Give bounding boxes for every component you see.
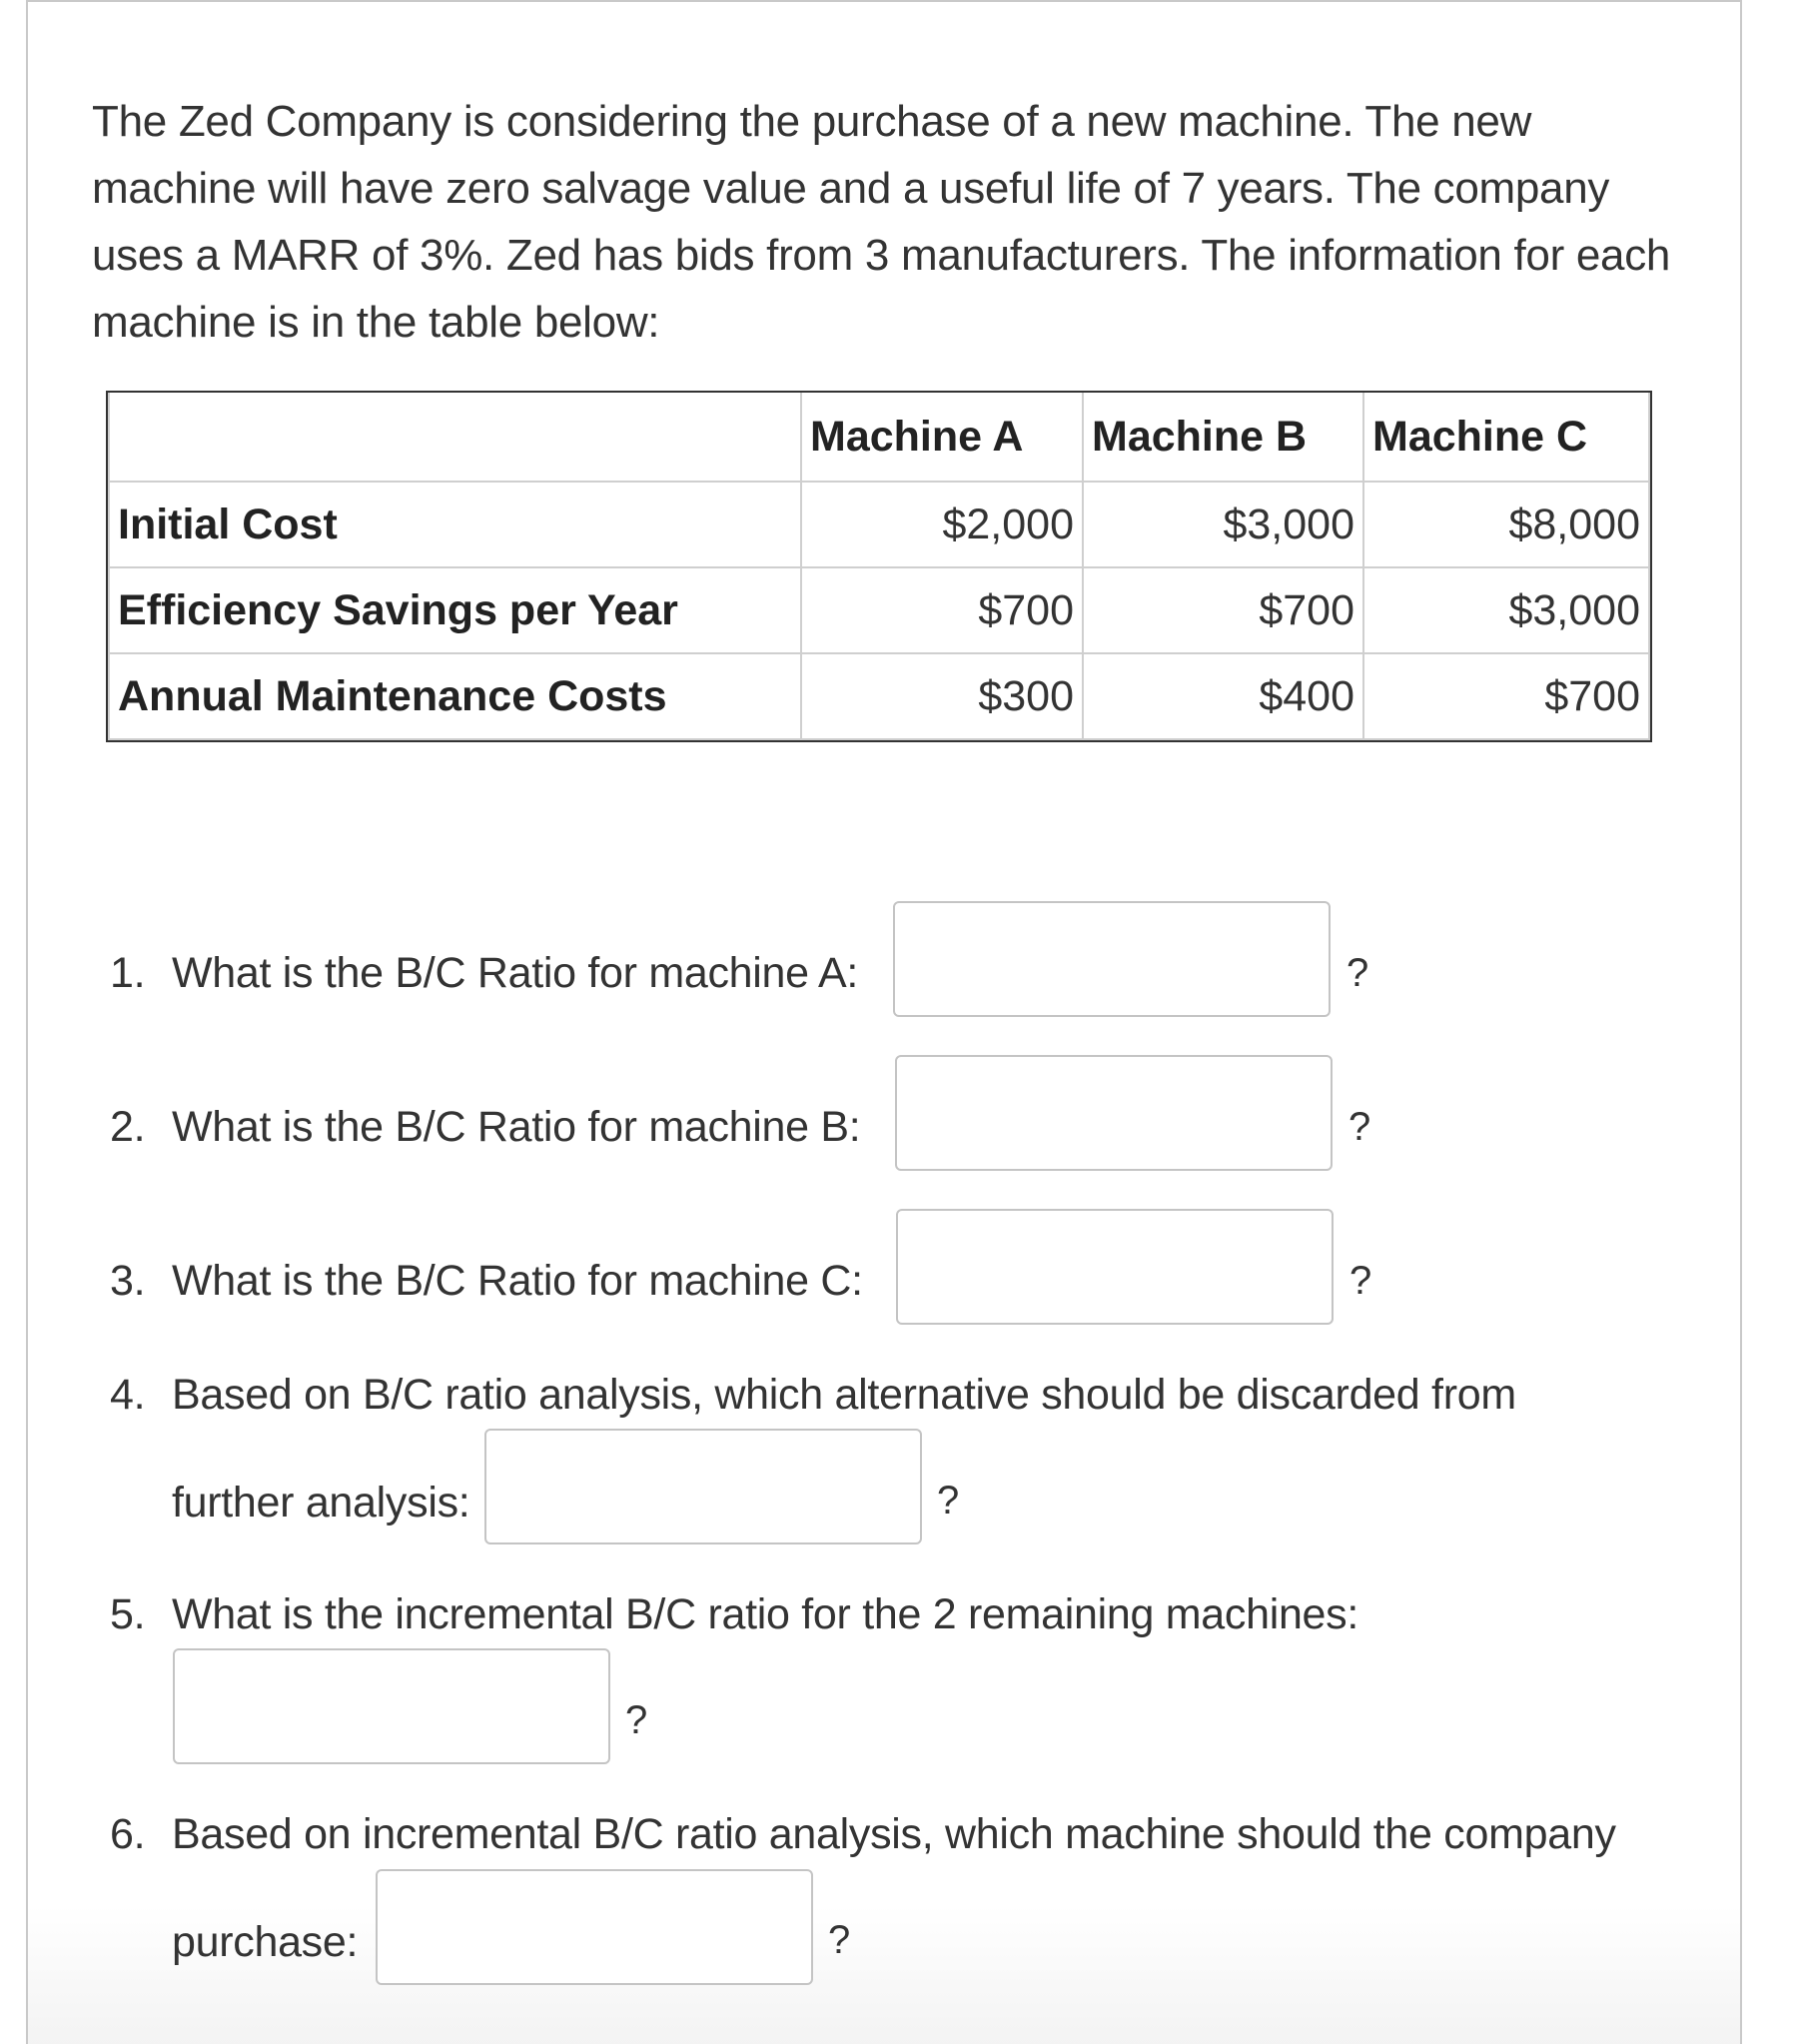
question-5-text: What is the incremental B/C ratio for the 2 remaining machines: [172,1590,1359,1638]
cell-maintenance-a: $300 [801,653,1083,739]
table-header-machine-a: Machine A [801,393,1083,482]
question-4-text-continued: further analysis: [172,1479,470,1527]
table-row [109,653,1649,739]
table-row [109,567,1649,653]
cell-maintenance-b: $400 [1083,653,1363,739]
cell-initial-cost-a: $2,000 [801,482,1083,567]
question-6-text-continued: purchase: [172,1918,359,1966]
machine-data-table [108,393,1650,740]
table-header-blank [109,393,801,482]
question-6-number: 6. [110,1810,146,1858]
answer-4-input[interactable] [484,1429,922,1544]
answer-3-input[interactable] [896,1209,1334,1325]
help-6-icon[interactable]: ? [828,1918,851,1962]
question-3-text: What is the B/C Ratio for machine C: [172,1257,863,1305]
question-4-text: Based on B/C ratio analysis, which alternative should be discarded from [172,1371,1516,1419]
problem-statement: The Zed Company is considering the purchase of a new machine. The new machine will have zero salvage value and a useful life of 7 years. The company uses a MARR of 3%. Zed has bids from 3 manufacturers. The information for each machine is in the table below: [92,97,1671,347]
help-4-icon[interactable]: ? [937,1479,960,1523]
question-5-number: 5. [110,1590,146,1638]
question-1-number: 1. [110,949,146,997]
table-header-machine-b: Machine B [1083,393,1363,482]
cell-savings-c: $3,000 [1363,567,1649,653]
answer-2-input[interactable] [895,1055,1333,1171]
question-6-text: Based on incremental B/C ratio analysis, which machine should the company [172,1810,1616,1858]
cell-initial-cost-b: $3,000 [1083,482,1363,567]
row-label-efficiency-savings: Efficiency Savings per Year [109,567,801,653]
cell-savings-b: $700 [1083,567,1363,653]
table-header-machine-c: Machine C [1363,393,1649,482]
question-4-number: 4. [110,1371,146,1419]
row-label-initial-cost: Initial Cost [109,482,801,567]
question-1-text: What is the B/C Ratio for machine A: [172,949,859,997]
question-2-number: 2. [110,1103,146,1151]
cell-initial-cost-c: $8,000 [1363,482,1649,567]
question-3-number: 3. [110,1257,146,1305]
answer-5-input[interactable] [173,1648,610,1764]
help-5-icon[interactable]: ? [625,1698,648,1742]
help-1-icon[interactable]: ? [1346,951,1369,995]
question-2-text: What is the B/C Ratio for machine B: [172,1103,861,1151]
table-header-row [109,393,1649,482]
help-3-icon[interactable]: ? [1349,1259,1372,1303]
cell-maintenance-c: $700 [1363,653,1649,739]
row-label-maintenance-costs: Annual Maintenance Costs [109,653,801,739]
table-row [109,482,1649,567]
answer-6-input[interactable] [376,1869,813,1985]
answer-1-input[interactable] [893,901,1331,1017]
cell-savings-a: $700 [801,567,1083,653]
help-2-icon[interactable]: ? [1348,1105,1371,1149]
page-margin [1744,0,1795,2044]
